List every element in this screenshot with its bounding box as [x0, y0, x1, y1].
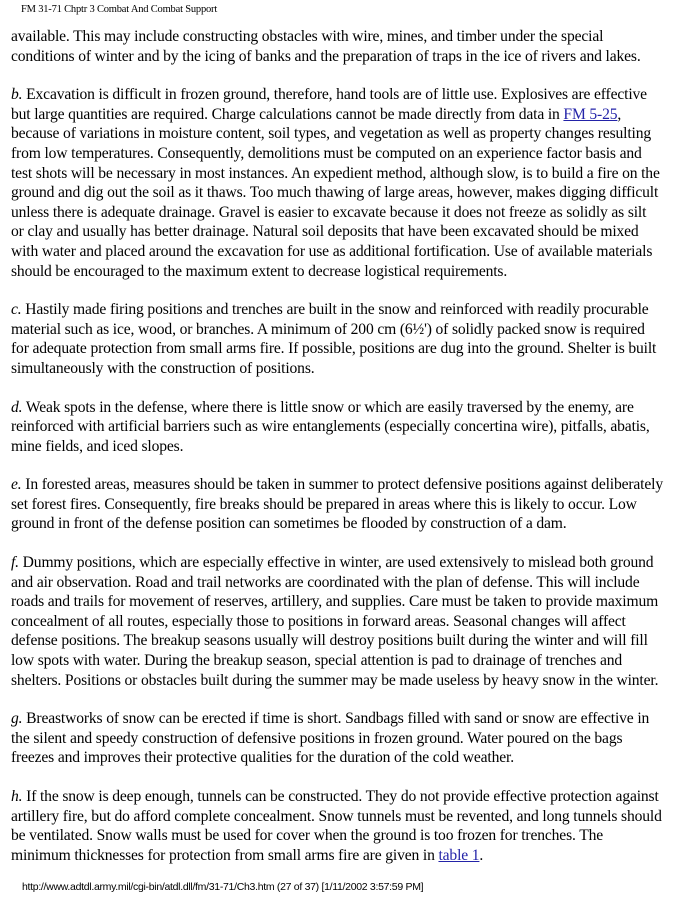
text-line: artillery fire, but do afford complete concealment. Snow tunnels must be revented, and long tunnels should	[11, 807, 662, 825]
paragraph-h	[11, 787, 695, 865]
text-segment: In forested areas, measures should be taken in summer to protect defensive positions against deliberately	[21, 476, 663, 494]
text-line: low spots with water. During the breakup season, special attention is pad to drainage of trenches and	[11, 652, 623, 670]
paragraph-a-continuation	[11, 27, 695, 66]
paragraph-b	[11, 85, 695, 281]
text-line: shelters. Positions or obstacles built during the summer may be made useless by heavy snow in the winter.	[11, 671, 659, 689]
paragraph-label: e.	[11, 476, 22, 494]
text-segment: .	[479, 846, 484, 864]
text-line	[11, 300, 695, 320]
paragraph-label: f.	[11, 554, 19, 572]
text-segment: Excavation is difficult in frozen ground, therefore, hand tools are of little use. Explosives are effective	[22, 86, 647, 104]
text-line: unless there is adequate drainage. Gravel is easier to excavate because it does not freeze as solidly as silt	[11, 203, 647, 221]
text-line: concealment of all routes, especially those to positions in forward areas. Seasonal changes will affect	[11, 612, 626, 630]
text-segment: If the snow is deep enough, tunnels can be constructed. They do not provide effective protection against	[22, 788, 659, 805]
paragraph-c	[11, 300, 695, 378]
page-footer-url: http://www.adtdl.army.mil/cgi-bin/atdl.dll/fm/31-71/Ch3.htm (27 of 37) [1/11/2002 3:57:59 PM]	[22, 881, 424, 893]
text-line: for adequate protection from small arms fire. If possible, positions are dug into the ground. Shelter is built	[11, 340, 657, 358]
text-line: the silent and speedy construction of defensive positions in frozen ground. Water poured on the bags	[11, 729, 623, 747]
text-line	[11, 553, 695, 573]
text-line: test shots will be necessary in most instances. An expedient method, although slow, is to build a fire on the	[11, 164, 660, 182]
text-line: from low temperatures. Consequently, demolitions must be computed on an experience factor basis and	[11, 144, 642, 162]
paragraph-label: b.	[11, 86, 23, 104]
text-line: reinforced with artificial barriers such as wire entanglements (especially concertina wire), pitfalls, abatis,	[11, 418, 650, 436]
text-line	[11, 475, 695, 495]
text-line: available. This may include constructing obstacles with wire, mines, and timber under the special	[11, 28, 604, 45]
text-segment: Breastworks of snow can be erected if time is short. Sandbags filled with sand or snow are effective in	[22, 710, 650, 728]
paragraph-f	[11, 553, 695, 690]
paragraph-d	[11, 398, 695, 457]
page-header-title: FM 31-71 Chptr 3 Combat And Combat Support	[21, 4, 218, 15]
text-line: ground in front of the defense position can sometimes be flooded by construction of a dam.	[11, 515, 567, 533]
text-line: because of variations in moisture content, soil types, and vegetation as well as property changes resulting	[11, 125, 652, 143]
text-line: defense positions. The breakup seasons usually will destroy positions built during the winter and will fill	[11, 632, 648, 650]
text-line: ground and dig out the soil as it thaws. Too much thawing of large areas, however, makes digging difficult	[11, 184, 659, 202]
paragraph-label: h.	[11, 788, 23, 805]
paragraph-label: c.	[11, 301, 22, 319]
text-line: material such as ice, wood, or branches. A minimum of 200 cm (6½') of solidly packed snow is required	[11, 320, 645, 338]
paragraph-label: g.	[11, 710, 23, 728]
paragraph-g	[11, 709, 695, 768]
text-line: roads and trails for movement of reserves, artillery, and supplies. Care must be taken to provide maximum	[11, 593, 659, 611]
paragraph-e	[11, 475, 695, 534]
text-line	[11, 85, 695, 105]
table-1-link[interactable]: table 1	[438, 846, 480, 864]
text-segment: Hastily made firing positions and trenches are built in the snow and reinforced with readily procurable	[21, 301, 649, 319]
text-line: set forest fires. Consequently, fire breaks should be prepared in areas where this is likely to occur. Low	[11, 495, 637, 513]
fm-5-25-link[interactable]: FM 5-25	[563, 105, 618, 123]
text-line: freezes and improves their protective qualities for the duration of the cold weather.	[11, 749, 514, 767]
text-line: should be encouraged to the maximum extent to decrease logistical requirements.	[11, 262, 508, 280]
paragraph-label: d.	[11, 398, 23, 416]
text-line	[11, 105, 695, 125]
text-line	[11, 709, 695, 729]
text-line	[11, 846, 695, 866]
text-line: be ventilated. Snow walls must be used for cover when the ground is too frozen for trenches. The	[11, 827, 604, 845]
text-segment: but large quantities are required. Charge calculations cannot be made directly from data in	[11, 105, 564, 123]
text-segment: Weak spots in the defense, where there is little snow or which are easily traversed by the enemy, are	[22, 398, 634, 416]
text-line: with water and placed around the excavation for use as additional fortification. Use of available materials	[11, 242, 653, 260]
text-line: mine fields, and iced slopes.	[11, 437, 184, 455]
text-line	[11, 398, 695, 418]
text-line: simultaneously with the construction of positions.	[11, 359, 315, 377]
text-line: conditions of winter and by the icing of banks and the preparation of traps in the ice of rivers and lakes.	[11, 47, 641, 65]
text-line: and air observation. Road and trail networks are coordinated with the plan of defense. This will include	[11, 573, 640, 591]
document-body	[11, 27, 695, 884]
text-segment: minimum thicknesses for protection from small arms fire are given in	[11, 846, 439, 864]
text-segment: ,	[617, 105, 622, 123]
text-segment: Dummy positions, which are especially effective in winter, are used extensively to mislead both ground	[18, 554, 654, 572]
text-line	[11, 787, 695, 807]
text-line: or clay and usually has better drainage. Natural soil deposits that have been excavated should be mixed	[11, 223, 639, 241]
